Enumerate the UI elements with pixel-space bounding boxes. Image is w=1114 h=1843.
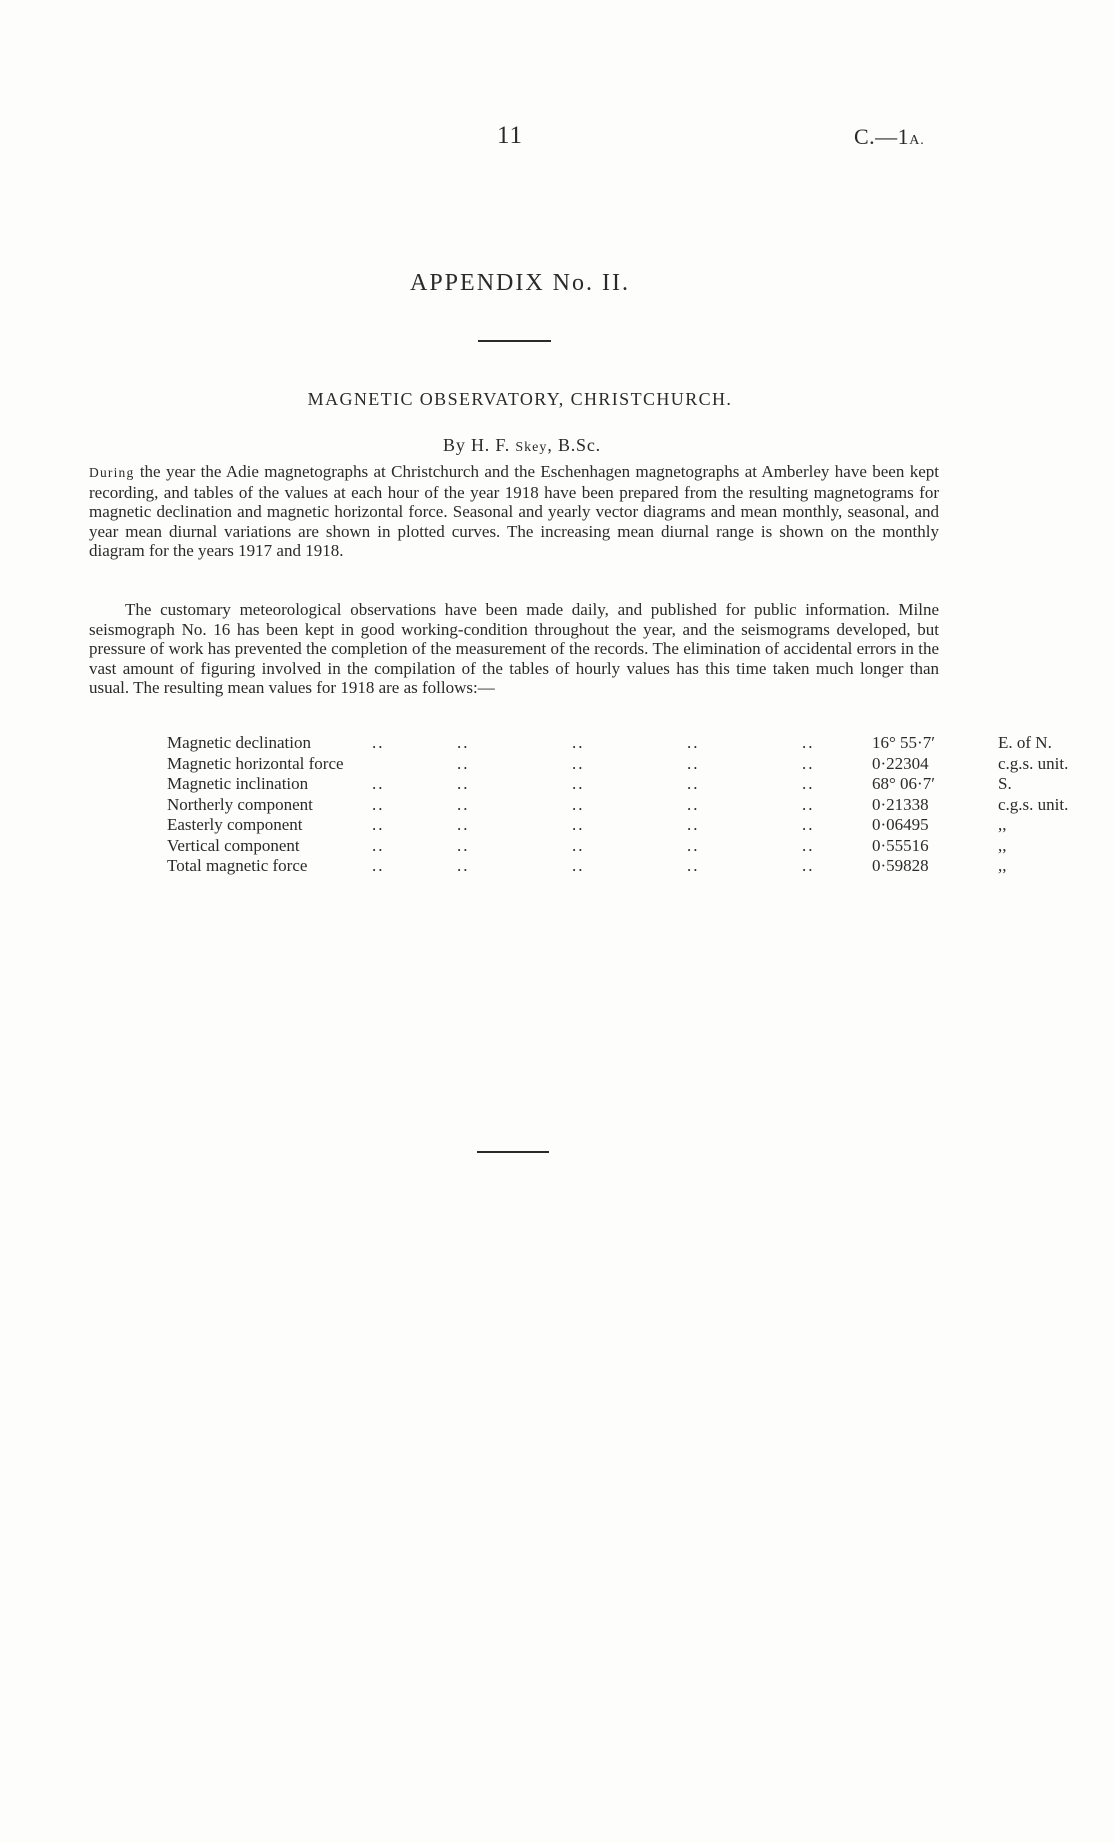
mean-values-table — [167, 733, 1078, 877]
leader-dot: .. — [372, 794, 385, 814]
byline-prefix: By H. F. — [443, 435, 511, 455]
divider-rule-top — [478, 340, 551, 342]
leader-dot: .. — [687, 815, 700, 834]
leader-dots-group — [372, 815, 872, 836]
leader-dot: .. — [372, 815, 385, 834]
value-unit: c.g.s. unit. — [998, 753, 1069, 773]
leader-dot: .. — [457, 774, 470, 793]
leader-dot: .. — [802, 794, 815, 814]
mean-values-row — [167, 856, 1078, 877]
leader-dots — [372, 733, 872, 754]
leader-dots — [372, 774, 872, 795]
leader-dot: .. — [457, 815, 470, 834]
value-label: Vertical component — [167, 835, 300, 855]
value-label: Magnetic horizontal force — [167, 753, 344, 773]
value-label: Magnetic declination — [167, 733, 311, 752]
byline-suffix: , B.Sc. — [547, 435, 601, 455]
leader-dots-group — [372, 795, 872, 816]
value-number: 0·22304 — [872, 753, 929, 773]
series-code-suffix: A. — [909, 133, 925, 148]
value-unit: c.g.s. unit. — [998, 794, 1069, 814]
value-unit: ,, — [998, 815, 1007, 834]
leader-dot: .. — [802, 835, 815, 855]
leader-dot: .. — [572, 753, 585, 773]
leader-dots-group — [372, 774, 872, 795]
leader-dot: .. — [572, 733, 585, 752]
leader-dots-group — [372, 856, 872, 877]
value-unit: S. — [998, 774, 1012, 793]
leader-dots — [372, 815, 872, 836]
mean-values-row — [167, 774, 1078, 795]
leader-dot: .. — [457, 856, 470, 875]
leader-dot: .. — [372, 835, 385, 855]
leader-dot: .. — [572, 774, 585, 793]
series-code-main: C.—1 — [854, 124, 910, 149]
series-code — [854, 124, 925, 150]
value-label: Easterly component — [167, 815, 303, 834]
leader-dot: .. — [372, 774, 385, 793]
value-number: 0·55516 — [872, 835, 929, 855]
leader-dots — [372, 836, 872, 857]
leader-dot: .. — [572, 856, 585, 875]
author-byline — [0, 435, 1044, 456]
leader-dots-group — [372, 836, 872, 857]
value-unit: ,, — [998, 856, 1007, 875]
leader-dot: .. — [372, 733, 385, 752]
leader-dot: .. — [687, 753, 700, 773]
mean-values-row — [167, 815, 1078, 836]
divider-rule-bottom — [477, 1151, 549, 1153]
leader-dots-group — [372, 733, 872, 754]
leader-dots — [372, 856, 872, 877]
paragraph-1-text: the year the Adie magnetographs at Christchurch and the Eschenhagen magnetographs at Amberley have been kept recording, and tables of the values at each hour of the year 1918 have been prepared from the resulting magnetograms for magnetic declination and magnetic horizontal force. Seasonal and yearly vector diagrams and mean monthly, seasonal, and year mean diurnal variations are shown in plotted curves. The increasing mean diurnal range is shown on the monthly diagram for the years 1917 and 1918. — [89, 462, 939, 561]
section-title: MAGNETIC OBSERVATORY, CHRISTCHURCH. — [307, 389, 733, 409]
leader-dot: .. — [457, 753, 470, 773]
leader-dot: .. — [457, 794, 470, 814]
leader-dot: .. — [572, 835, 585, 855]
leader-dots — [372, 754, 872, 775]
leader-dot: .. — [802, 753, 815, 773]
value-number: 0·06495 — [872, 815, 929, 834]
appendix-title: APPENDIX No. II. — [410, 270, 630, 296]
value-number: 16° 55·7′ — [872, 733, 935, 752]
leader-dot: .. — [572, 794, 585, 814]
value-label: Total magnetic force — [167, 856, 308, 875]
paragraph-1-lead-word: During — [89, 465, 135, 480]
leader-dot: .. — [802, 733, 815, 752]
leader-dot: .. — [457, 733, 470, 752]
page-number: 11 — [496, 122, 524, 149]
mean-values-row — [167, 754, 1078, 775]
leader-dot: .. — [687, 794, 700, 814]
leader-dot — [372, 754, 412, 775]
leader-dot: .. — [802, 815, 815, 834]
value-number: 0·59828 — [872, 856, 929, 875]
leader-dots — [372, 795, 872, 816]
value-number: 0·21338 — [872, 794, 929, 814]
mean-values-body — [167, 733, 1078, 877]
leader-dot: .. — [372, 856, 385, 875]
mean-values-row — [167, 733, 1078, 754]
leader-dot: .. — [572, 815, 585, 834]
value-unit: ,, — [998, 835, 1007, 855]
value-number: 68° 06·7′ — [872, 774, 935, 793]
leader-dots-group — [372, 754, 872, 775]
leader-dot: .. — [802, 774, 815, 793]
paragraph-1 — [89, 462, 939, 561]
leader-dot: .. — [687, 835, 700, 855]
leader-dot: .. — [457, 835, 470, 855]
paragraph-2: The customary meteorological observations have been made daily, and published for public information. Milne seismograph No. 16 has been kept in good working-condition throughout the year, and the seismograms developed, but pressure of work has prevented the completion of the measurement of the records. The elimination of accidental errors in the vast amount of figuring involved in the compilation of the tables of hourly values has this time taken much longer than usual. The resulting mean values for 1918 are as follows:— — [89, 600, 939, 698]
value-label: Northerly component — [167, 794, 313, 814]
leader-dot: .. — [687, 733, 700, 752]
value-label: Magnetic inclination — [167, 774, 309, 793]
value-unit: E. of N. — [998, 733, 1052, 752]
mean-values-row — [167, 795, 1078, 816]
author-name: Skey — [515, 440, 548, 455]
leader-dot: .. — [687, 856, 700, 875]
leader-dot: .. — [687, 774, 700, 793]
leader-dot: .. — [802, 856, 815, 875]
mean-values-row — [167, 836, 1078, 857]
